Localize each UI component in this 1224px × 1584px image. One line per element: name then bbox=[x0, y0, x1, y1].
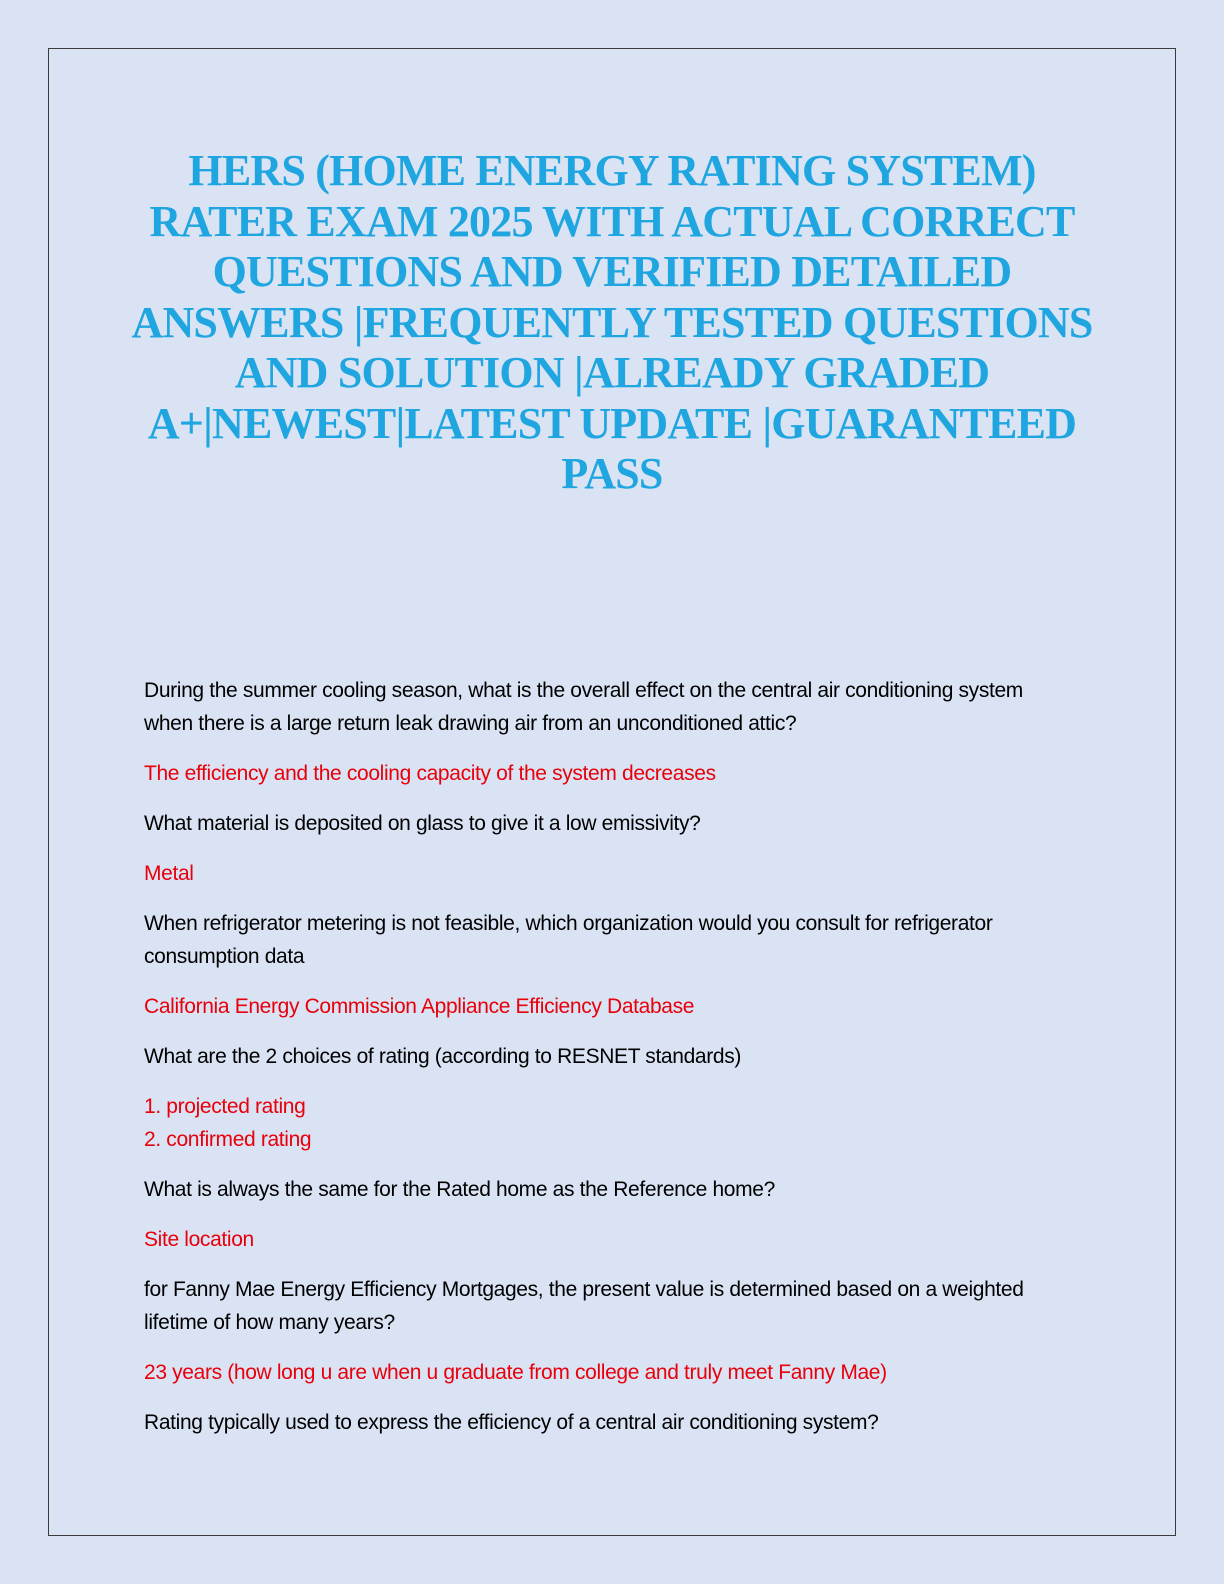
question-1: During the summer cooling season, what is the overall effect on the central air conditioning system when there is a large return leak drawing air from an unconditioned attic? bbox=[144, 679, 1023, 735]
answer-3-line: California Energy Commission Appliance Efficiency Database bbox=[144, 995, 695, 1018]
question-2: What material is deposited on glass to give it a low emissivity? bbox=[144, 812, 701, 835]
answer-2-line: Metal bbox=[144, 862, 194, 885]
answer-5-line: Site location bbox=[144, 1228, 254, 1251]
answer-1 bbox=[144, 757, 1064, 790]
answer-1-line: The efficiency and the cooling capacity of the system decreases bbox=[144, 762, 716, 785]
answer-4 bbox=[144, 1090, 1064, 1156]
answer-6 bbox=[144, 1356, 1064, 1389]
question-5: What is always the same for the Rated home as the Reference home? bbox=[144, 1178, 775, 1201]
question-6: for Fanny Mae Energy Efficiency Mortgages, the present value is determined based on a weighted lifetime of how many years? bbox=[144, 1278, 1024, 1334]
answer-3 bbox=[144, 990, 1064, 1023]
qa-list bbox=[144, 674, 1064, 1456]
answer-6-line: 23 years (how long u are when u graduate from college and truly meet Fanny Mae) bbox=[144, 1361, 887, 1384]
answer-2 bbox=[144, 857, 1064, 890]
question-7: Rating typically used to express the efficiency of a central air conditioning system? bbox=[144, 1411, 879, 1434]
question-4: What are the 2 choices of rating (according to RESNET standards) bbox=[144, 1045, 742, 1068]
answer-4-line-1: 1. projected rating bbox=[144, 1095, 306, 1118]
question-3: When refrigerator metering is not feasible, which organization would you consult for refrigerator consumption data bbox=[144, 912, 993, 968]
answer-5 bbox=[144, 1223, 1064, 1256]
answer-4-line-2: 2. confirmed rating bbox=[144, 1128, 312, 1151]
document-title: HERS (HOME ENERGY RATING SYSTEM) RATER EXAM 2025 WITH ACTUAL CORRECT QUESTIONS AND VERIFIED DETAILED ANSWERS |FREQUENTLY TESTED QUESTIONS AND SOLUTION |ALREADY GRADED A+|NEWEST|LATEST UPDATE |GUARANTEED PASS bbox=[131, 146, 1093, 498]
